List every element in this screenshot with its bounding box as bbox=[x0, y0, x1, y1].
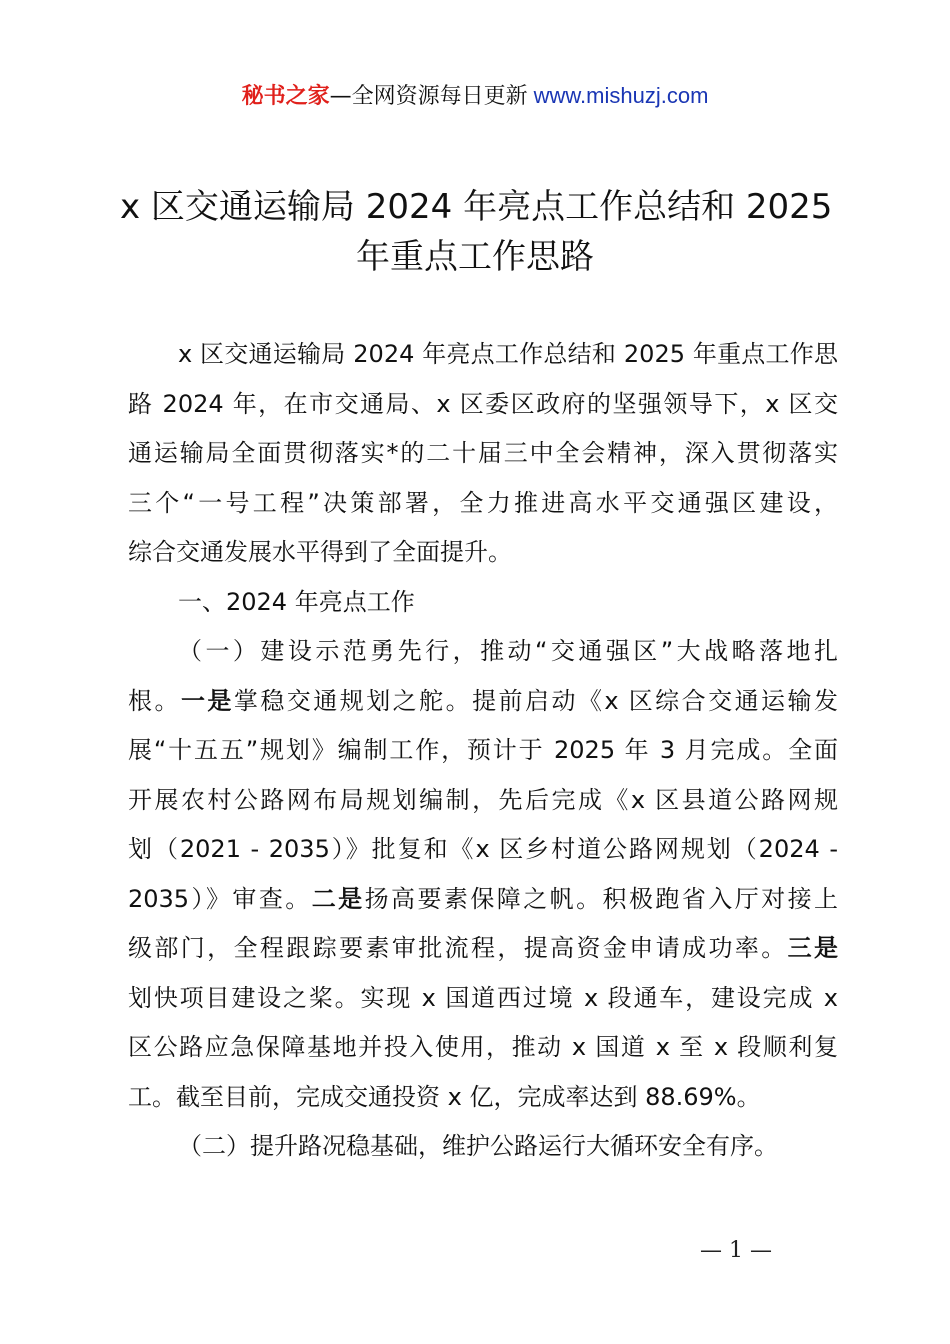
document-body bbox=[128, 330, 838, 1172]
body-text: 根。 bbox=[128, 686, 181, 715]
body-line: 综合交通发展水平得到了全面提升。 bbox=[128, 538, 512, 566]
body-line: 通运输局全面贯彻落实*的二十届三中全会精神，深入贯彻落实 bbox=[128, 439, 838, 467]
bold-marker: 一是 bbox=[180, 686, 234, 715]
body-text: 掌稳交通规划之舵。提前启动《x 区综合交通运输发 bbox=[233, 686, 838, 715]
subsection-heading: （一）建设示范勇先行，推动“交通强区”大战略落地扎 bbox=[178, 637, 838, 665]
title-line-2: 年重点工作思路 bbox=[356, 236, 594, 277]
document-title bbox=[120, 182, 833, 281]
body-line: 三个“一号工程”决策部署，全力推进高水平交通强区建设， bbox=[128, 488, 838, 517]
body-line: 工。截至目前，完成交通投资 x 亿，完成率达到 88.69%。 bbox=[128, 1082, 761, 1111]
site-url-link[interactable]: www.mishuzj.com bbox=[533, 83, 709, 108]
body-line bbox=[128, 677, 838, 727]
brand-name: 秘书之家 bbox=[241, 84, 330, 109]
body-line bbox=[128, 875, 838, 925]
bold-marker: 二是 bbox=[311, 884, 365, 913]
body-line: 开展农村公路网布局规划编制，先后完成《x 区县道公路网规 bbox=[128, 785, 838, 814]
body-text: 2035）》审查。 bbox=[128, 884, 312, 913]
body-line: 区公路应急保障基地并投入使用，推动 x 国道 x 至 x 段顺利复 bbox=[128, 1033, 838, 1061]
body-line bbox=[128, 924, 838, 974]
subsection-heading: （二）提升路况稳基础，维护公路运行大循环安全有序。 bbox=[178, 1132, 778, 1160]
body-line: x 区交通运输局 2024 年亮点工作总结和 2025 年重点工作思 bbox=[178, 340, 838, 368]
body-text: 扬高要素保障之帆。积极跑省入厅对接上 bbox=[364, 884, 839, 913]
section-heading: 一、2024 年亮点工作 bbox=[178, 587, 415, 616]
body-line: 划（2021 - 2035）》批复和《x 区乡村道公路网规划（2024 - bbox=[128, 835, 838, 863]
title-line-1: x 区交通运输局 2024 年亮点工作总结和 2025 bbox=[120, 187, 833, 227]
body-line: 展“十五五”规划》编制工作，预计于 2025 年 3 月完成。全面 bbox=[128, 736, 838, 764]
body-text: 级部门，全程跟踪要素审批流程，提高资金申请成功率。 bbox=[128, 934, 788, 962]
page-number: — 1 — bbox=[700, 1238, 772, 1263]
site-header bbox=[0, 80, 950, 113]
body-line: 路 2024 年，在市交通局、x 区委区政府的坚强领导下，x 区交 bbox=[128, 389, 838, 418]
body-line: 划快项目建设之桨。实现 x 国道西过境 x 段通车，建设完成 x bbox=[128, 983, 838, 1012]
bold-marker: 三是 bbox=[787, 934, 839, 962]
header-tagline: —全网资源每日更新 bbox=[329, 84, 528, 109]
